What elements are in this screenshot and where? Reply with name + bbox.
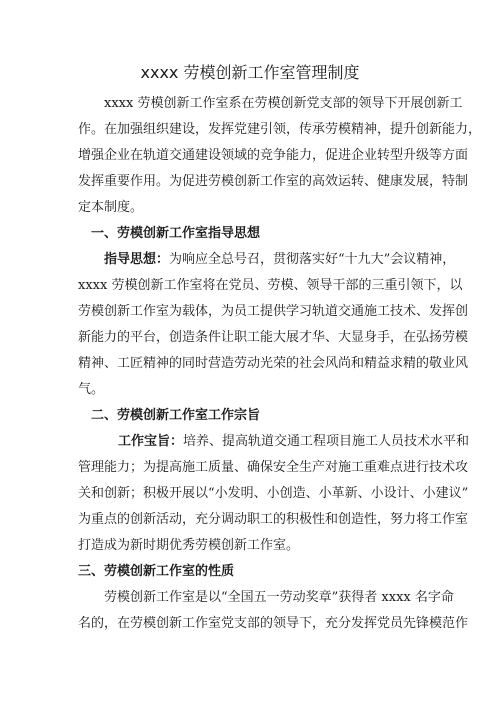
section-line: xxxx 劳模创新工作室将在党员、劳模、领导干部的三重引领下，以 [78, 278, 463, 293]
section-first-line [104, 251, 456, 269]
section-lead-label: 工作宝旨： [118, 434, 184, 449]
section-line: 为重点的创新活动，充分调动职工的积极性和创造性，努力将工作室 [78, 512, 469, 527]
section-line: 气。 [78, 382, 105, 397]
intro-line: 发挥重要作用。为促进劳模创新工作室的高效运转、健康发展，特制 [78, 174, 469, 189]
intro-line: xxxx 劳模创新工作室系在劳模创新党支部的领导下开展创新工 [104, 96, 463, 111]
section-heading: 一、劳模创新工作室指导思想 [91, 226, 261, 241]
section-line: 精神、工匠精神的同时营造劳动光荣的社会风尚和精益求精的敬业风 [78, 356, 469, 371]
section-lead-label: 指导思想： [104, 252, 170, 267]
section-line: 劳模创新工作室为载体，为员工提供学习轨道交通施工技术、发挥创 [78, 304, 469, 319]
intro-line: 增强企业在轨道交通建设领域的竞争能力，促进企业转型升级等方面 [78, 148, 469, 163]
section-line: 打造成为新时期优秀劳模创新工作室。 [78, 538, 300, 553]
section-line: 关和创新；积极开展以“小发明、小创造、小革新、小设计、小建议” [78, 486, 469, 501]
section-first-line-text: 为响应全总号召，贯彻落实好“十九大”会议精神， [169, 252, 456, 267]
section-heading: 二、劳模创新工作室工作宗旨 [91, 408, 261, 423]
section-heading: 三、劳模创新工作室的性质 [78, 564, 235, 579]
document-title: xxxx 劳模创新工作室管理制度 [140, 63, 360, 82]
intro-line: 作。在加强组织建设，发挥党建引领，传承劳模精神，提升创新能力， [78, 122, 482, 137]
section-line: 新能力的平台，创造条件让职工能大展才华、大显身手，在弘扬劳模 [78, 330, 469, 345]
section-first-line-text: 培养、提高轨道交通工程项目施工人员技术水平和 [183, 434, 470, 449]
section-line: 管理能力；为提高施工质量、确保安全生产对施工重难点进行技术攻 [78, 460, 469, 475]
section-line: 名的，在劳模创新工作室党支部的领导下，充分发挥党员先锋模范作 [78, 616, 469, 631]
section-first-line [118, 433, 470, 451]
section-first-line: 劳模创新工作室是以“全国五一劳动奖章”获得者 xxxx 名字命 [104, 590, 454, 605]
intro-line: 定本制度。 [78, 200, 144, 215]
